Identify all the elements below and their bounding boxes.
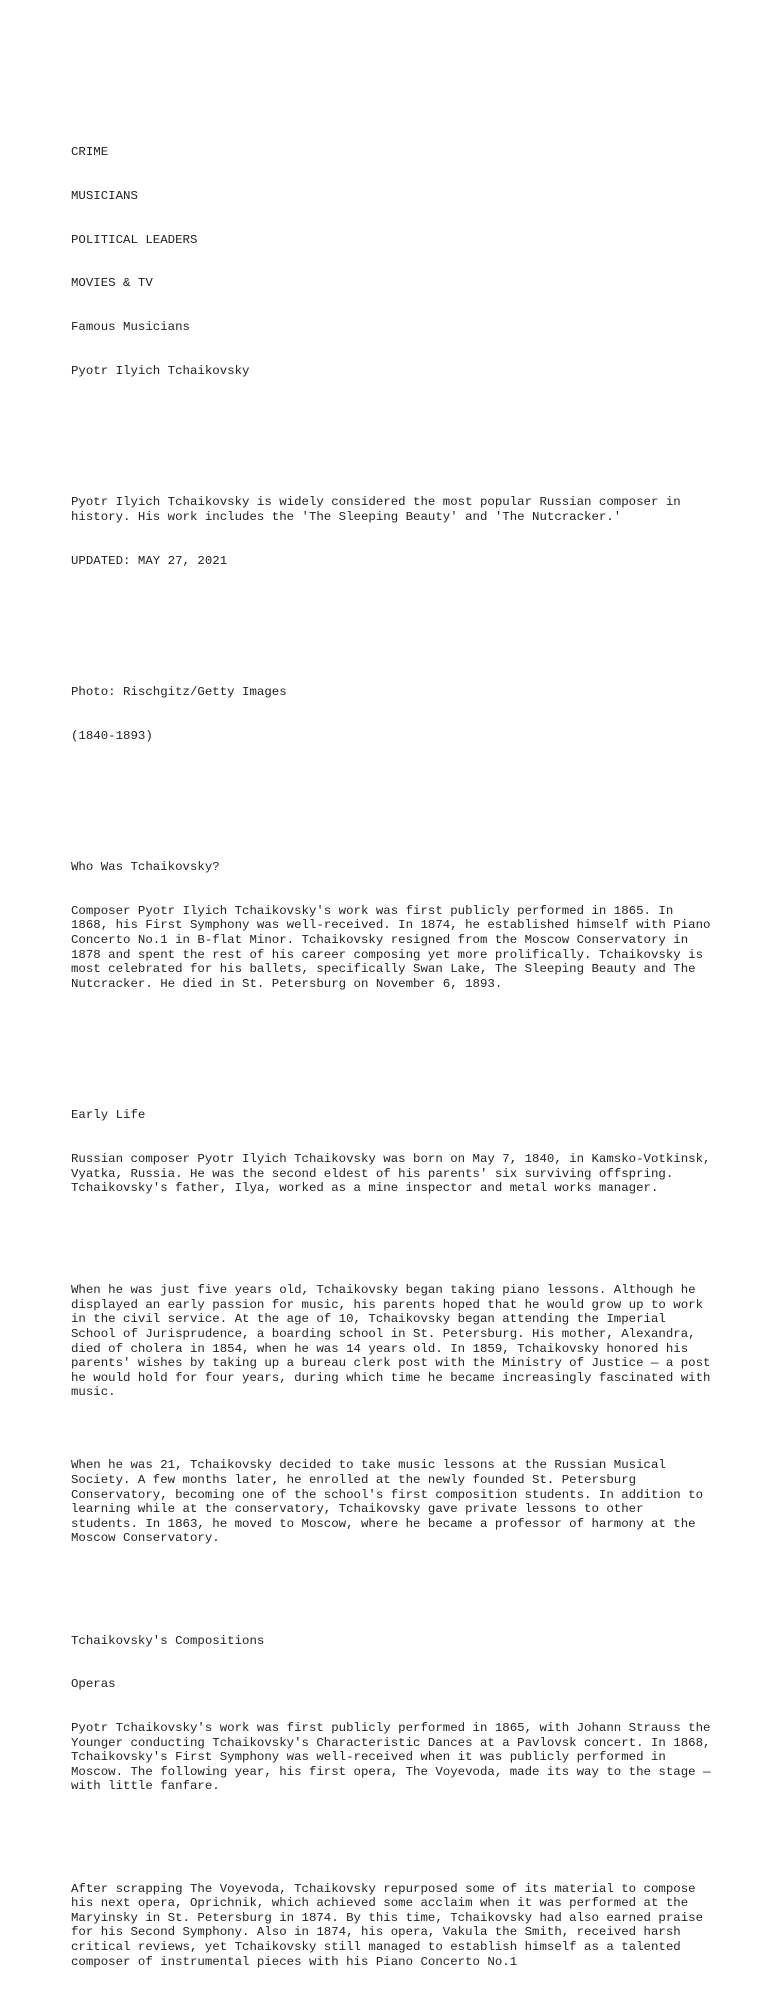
section-heading: Tchaikovsky's Compositions xyxy=(71,1633,265,1648)
paragraph: Pyotr Tchaikovsky's work was first publicly performed in 1865, with Johann Strauss the Younger conducting Tchaikovsky's Characteristic Dances at a Pavlovsk concert. In 1868, Tchaikovsky's First Symphony was well-received when it was publicly performed in Moscow. The following year, his first opera, The Voyevoda, made its way to the stage — with little fanfare. xyxy=(71,1721,718,1794)
paragraph: When he was just five years old, Tchaikovsky began taking piano lessons. Although he displayed an early passion for music, his parents hoped that he would grow up to work in the civil service. At the age of 10, Tchaikovsky began attending the Imperial School of Jurisprudence, a boarding school in St. Petersburg. His mother, Alexandra, died of cholera in 1854, when he was 14 years old. In 1859, Tchaikovsky honored his parents' wishes by taking up a bureau clerk post with the Ministry of Justice — a post he would hold for four years, during which time he became increasingly fascinated with music. xyxy=(71,1283,718,1400)
photo-credit: Photo: Rischgitz/Getty Images xyxy=(71,684,287,699)
life-dates: (1840-1893) xyxy=(71,728,153,743)
paragraph: When he was 21, Tchaikovsky decided to take music lessons at the Russian Musical Society. A few months later, he enrolled at the newly founded St. Petersburg Conservatory, becoming one of the school's first composition students. In addition to learning while at the conservatory, Tchaikovsky gave private lessons to other students. In 1863, he moved to Moscow, where he became a professor of harmony at the Moscow Conservatory. xyxy=(71,1458,711,1546)
nav-item-crime[interactable]: CRIME xyxy=(71,144,109,159)
updated-date: UPDATED: MAY 27, 2021 xyxy=(71,553,228,568)
section-who xyxy=(71,831,718,1021)
section-heading: Who Was Tchaikovsky? xyxy=(71,860,220,875)
paragraph: Composer Pyotr Ilyich Tchaikovsky's work was first publicly performed in 1865. In 1868, his First Symphony was well-received. In 1874, he established himself with Piano Concerto No.1 in B-flat Minor. Tchaikovsky resigned from the Moscow Conservatory in 1878 and spent the rest of his career composing yet more prolifically. Tchaikovsky is most celebrated for his ballets, specifically Swan Lake, The Sleeping Beauty and The Nutcracker. He died in St. Petersburg on November 6, 1893. xyxy=(71,903,718,991)
section-heading: Early Life xyxy=(71,1108,146,1123)
section-compositions xyxy=(71,1604,718,1823)
nav-item-musicians[interactable]: MUSICIANS xyxy=(71,188,138,203)
photo-block xyxy=(71,656,711,773)
subsection-heading: Operas xyxy=(71,1677,116,1692)
intro-block xyxy=(71,466,711,597)
nav-item-famous-musicians[interactable]: Famous Musicians xyxy=(71,320,190,335)
nav-item-movies-tv[interactable]: MOVIES & TV xyxy=(71,276,153,291)
paragraph: After scrapping The Voyevoda, Tchaikovsky repurposed some of its material to compose his next opera, Oprichnik, which achieved some acclaim when it was performed at the Maryinsky in St. Petersburg in 1874. By this time, Tchaikovsky had also earned praise for his Second Symphony. Also in 1874, his opera, Vakula the Smith, received harsh critical reviews, yet Tchaikovsky still managed to establish himself as a talented composer of instrumental pieces with his Piano Concerto No.1 xyxy=(71,1881,711,1969)
nav-item-political-leaders[interactable]: POLITICAL LEADERS xyxy=(71,232,198,247)
section-early-life xyxy=(71,1079,718,1225)
intro-summary: Pyotr Ilyich Tchaikovsky is widely considered the most popular Russian composer in history. His work includes the 'The Sleeping Beauty' and 'The Nutcracker.' xyxy=(71,495,689,524)
paragraph: Russian composer Pyotr Ilyich Tchaikovsky was born on May 7, 1840, in Kamsko-Votkinsk, Vyatka, Russia. He was the second eldest of his parents' six surviving offspring. Tchaikovsky's father, Ilya, worked as a mine inspector and metal works manager. xyxy=(71,1151,718,1196)
page-title: Pyotr Ilyich Tchaikovsky xyxy=(71,363,250,378)
breadcrumb xyxy=(71,116,711,408)
document-page xyxy=(71,72,718,2013)
